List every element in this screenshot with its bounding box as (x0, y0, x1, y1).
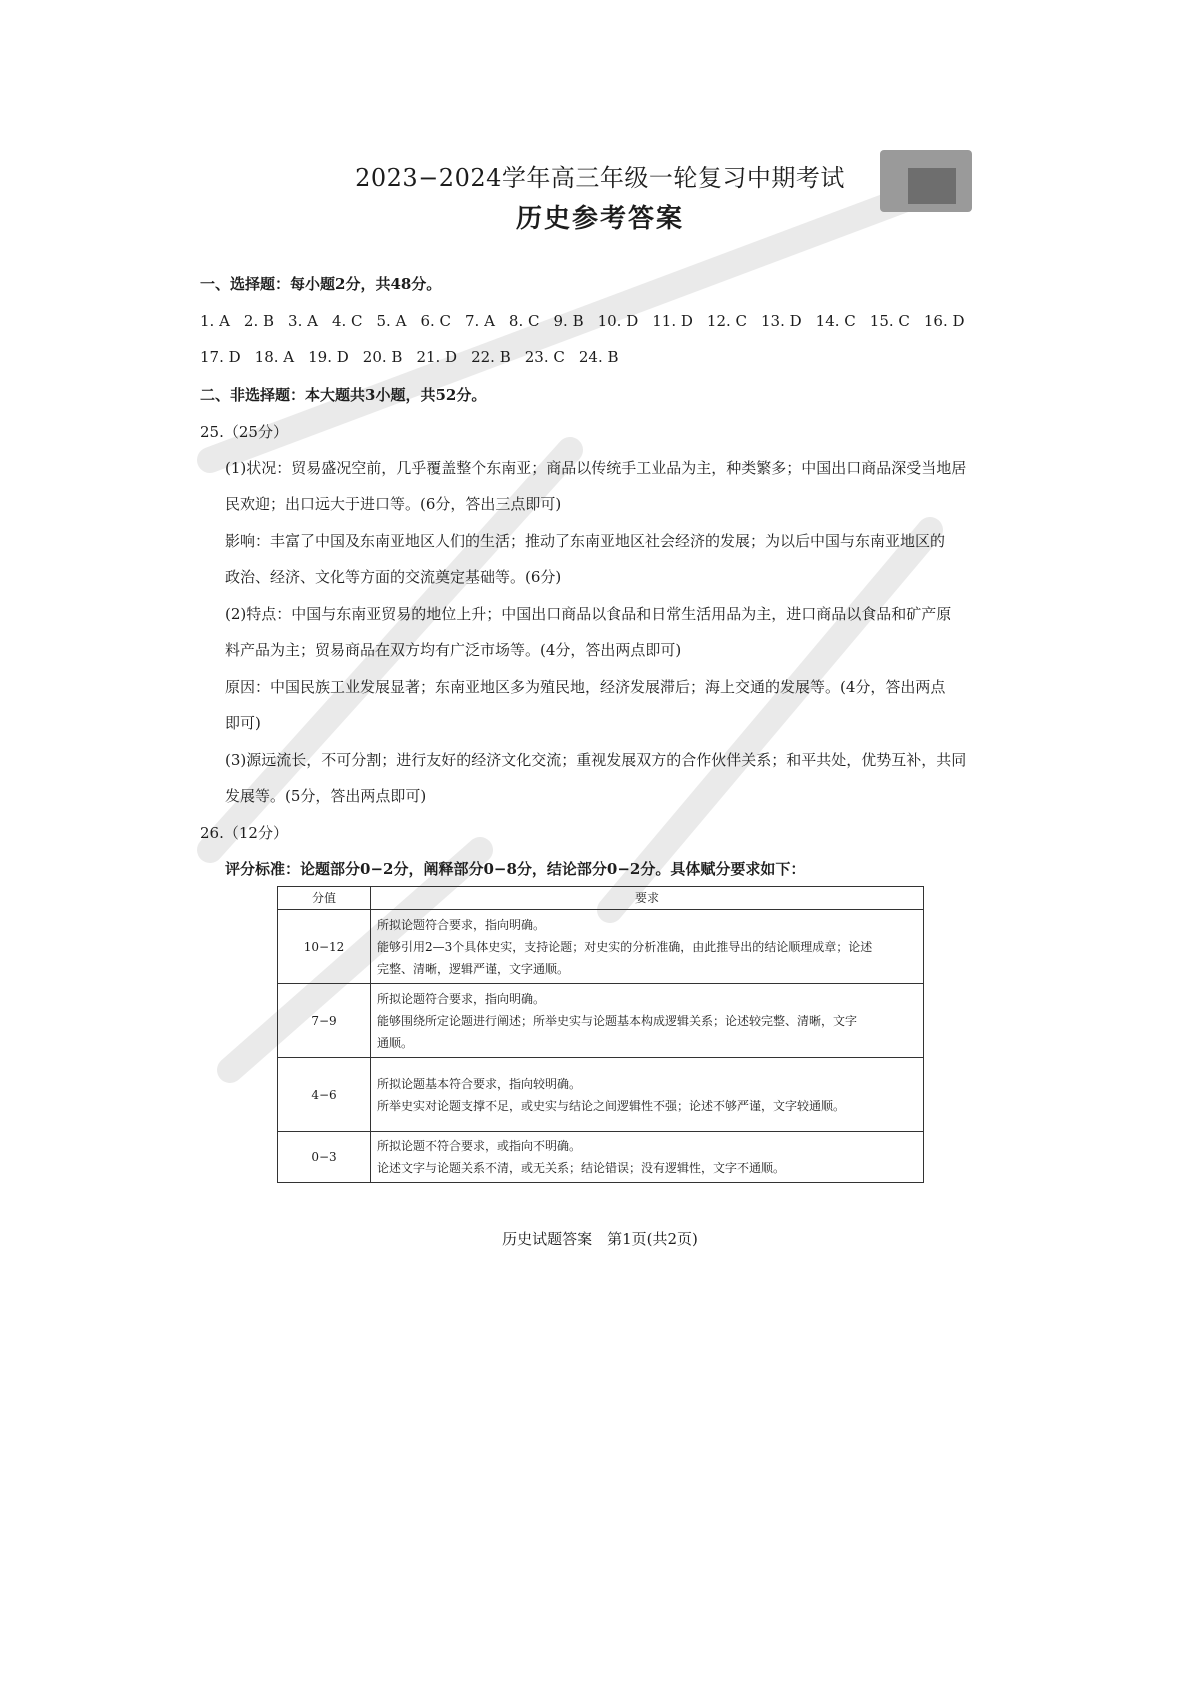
q25-line: 政治、经济、文化等方面的交流奠定基础等。(6分) (225, 568, 562, 586)
answer-item: 9. B (553, 312, 584, 330)
answer-item: 1. A (200, 312, 230, 330)
requirement-cell (371, 1132, 924, 1183)
q25-label: 25.（25分） (200, 423, 288, 441)
q26-criteria: 评分标准：论题部分0−2分，阐释部分0−8分，结论部分0−2分。具体赋分要求如下： (225, 860, 806, 878)
answer-item: 21. D (416, 348, 458, 366)
answer-row-1 (200, 312, 979, 330)
requirement-line: 能够围绕所定论题进行阐述；所举史实与论题基本构成逻辑关系；论述较完整、清晰，文字 (377, 1013, 858, 1028)
answer-item: 3. A (288, 312, 318, 330)
q26-label: 26.（12分） (200, 824, 288, 842)
q25-line: 原因：中国民族工业发展显著；东南亚地区多为殖民地，经济发展滞后；海上交通的发展等。(4分，答出两点 (225, 678, 946, 696)
section2-heading: 二、非选择题：本大题共3小题，共52分。 (200, 386, 487, 404)
table-row (278, 1132, 924, 1183)
score-cell: 7−9 (278, 984, 371, 1058)
answer-item: 16. D (923, 312, 965, 330)
table-header-row (278, 887, 924, 910)
scoring-rubric-table (277, 886, 924, 1183)
score-cell: 0−3 (278, 1132, 371, 1183)
requirement-line: 所拟论题符合要求，指向明确。 (377, 991, 546, 1006)
requirement-line: 通顺。 (377, 1035, 414, 1050)
answer-item: 20. B (362, 348, 403, 366)
requirement-cell (371, 1058, 924, 1132)
answer-item: 15. C (869, 312, 910, 330)
q25-line: 即可) (225, 714, 261, 732)
table-row (278, 1058, 924, 1132)
page-footer: 历史试题答案 第1页(共2页) (502, 1230, 698, 1248)
requirement-line: 论述文字与论题关系不清，或无关系；结论错误；没有逻辑性，文字不通顺。 (377, 1161, 786, 1175)
answer-item: 13. D (761, 312, 802, 330)
answer-item: 6. C (420, 312, 451, 330)
requirement-cell (371, 984, 924, 1058)
header-requirement: 要求 (371, 887, 924, 910)
requirement-line: 所拟论题不符合要求，或指向不明确。 (377, 1139, 582, 1153)
answer-item: 19. D (308, 348, 349, 366)
q25-line: 发展等。(5分，答出两点即可) (225, 787, 427, 805)
requirement-line: 所举史实对论题支撑不足，或史实与结论之间逻辑性不强；论述不够严谨，文字较通顺。 (377, 1098, 846, 1113)
q25-line: 民欢迎；出口远大于进口等。(6分，答出三点即可) (225, 495, 562, 513)
q25-line: (2)特点：中国与东南亚贸易的地位上升；中国出口商品以食品和日常生活用品为主，进口商品以食品和矿产原 (225, 605, 952, 623)
answer-item: 4. C (331, 312, 363, 330)
answer-item: 18. A (254, 348, 295, 366)
answer-item: 11. D (652, 312, 693, 330)
answer-item: 24. B (578, 348, 619, 366)
table-row (278, 984, 924, 1058)
requirement-line: 所拟论题基本符合要求，指向较明确。 (377, 1076, 582, 1091)
answer-item: 22. B (471, 348, 511, 366)
section1-heading: 一、选择题：每小题2分，共48分。 (200, 275, 442, 293)
answer-item: 14. C (815, 312, 856, 330)
q25-line: 影响：丰富了中国及东南亚地区人们的生活；推动了东南亚地区社会经济的发展；为以后中国与东南亚地区的 (225, 532, 946, 550)
answer-title: 历史参考答案 (515, 204, 684, 234)
q25-line: 料产品为主；贸易商品在双方均有广泛市场等。(4分，答出两点即可) (225, 641, 682, 659)
requirement-line: 完整、清晰，逻辑严谨，文字通顺。 (377, 961, 570, 976)
score-cell: 10−12 (278, 910, 371, 984)
answer-row-2 (200, 348, 633, 366)
header-score: 分值 (278, 887, 371, 910)
answer-item: 17. D (200, 348, 241, 366)
answer-item: 12. C (706, 312, 748, 330)
answer-item: 2. B (243, 312, 275, 330)
q25-line: (3)源远流长，不可分割；进行友好的经济文化交流；重视发展双方的合作伙伴关系；和平共处，优势互补，共同 (225, 751, 967, 769)
q25-line: (1)状况：贸易盛况空前，几乎覆盖整个东南亚；商品以传统手工业品为主，种类繁多；中国出口商品深受当地居 (225, 459, 967, 477)
exam-title: 2023−2024学年高三年级一轮复习中期考试 (355, 164, 845, 192)
answer-item: 5. A (376, 312, 407, 330)
answer-item: 7. A (465, 312, 495, 330)
requirement-line: 所拟论题符合要求，指向明确。 (377, 917, 546, 932)
answer-item: 8. C (508, 312, 540, 330)
requirement-cell (371, 910, 924, 984)
answer-item: 23. C (524, 348, 565, 366)
table-row (278, 910, 924, 984)
score-cell: 4−6 (278, 1058, 371, 1132)
requirement-line: 能够引用2—3个具体史实，支持论题；对史实的分析准确，由此推导出的结论顺理成章；论述 (377, 939, 873, 954)
answer-item: 10. D (597, 312, 639, 330)
